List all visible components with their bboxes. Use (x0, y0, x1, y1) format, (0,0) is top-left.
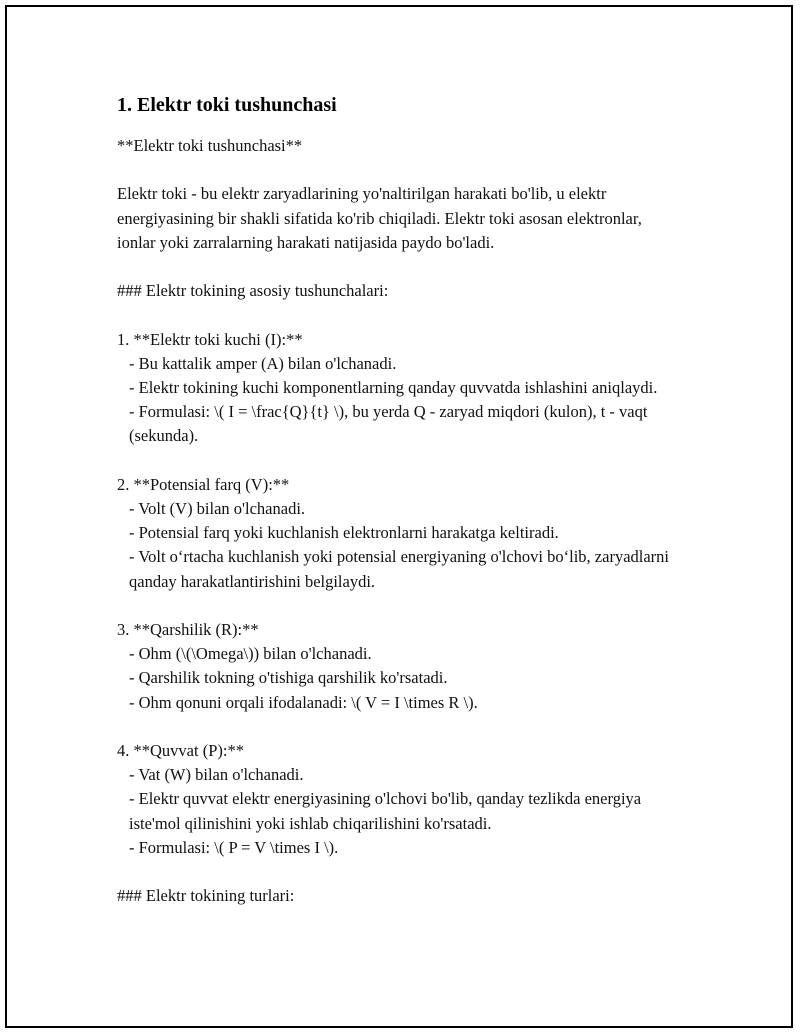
list-subitem: - Elektr quvvat elektr energiyasining o'lchovi bo'lib, qanday tezlikda energiya iste'mol qilinishini yoki ishlab chiqarilishini ko'rsatadi. (129, 789, 646, 833)
spacer (117, 255, 677, 279)
spacer (117, 860, 677, 884)
list-subitem: - Vat (W) bilan o'lchanadi. (129, 765, 304, 785)
spacer (117, 303, 677, 327)
section-heading-concepts: ### Elektr tokining asosiy tushunchalari: (117, 281, 389, 301)
spacer (117, 594, 677, 618)
list-subitem: - Volt o‘rtacha kuchlanish yoki potensial energiyaning o'lchovi bo‘lib, zaryadlarni qanday harakatlantirishini belgilaydi. (129, 547, 674, 591)
document-body (117, 92, 677, 908)
spacer (117, 449, 677, 473)
list-subitem: - Bu kattalik amper (A) bilan o'lchanadi. (129, 353, 397, 373)
list-subitem: - Formulasi: \( I = \frac{Q}{t} \), bu yerda Q - zaryad miqdori (kulon), t - vaqt (sekunda). (129, 402, 652, 446)
list-item-voltage: 2. **Potensial farq (V):** (117, 474, 290, 494)
list-subitem: - Elektr tokining kuchi komponentlarning qanday quvvatda ishlashini aniqlaydi. (129, 377, 658, 397)
list-subitem: - Volt (V) bilan o'lchanadi. (129, 498, 306, 518)
list-subitem: - Potensial farq yoki kuchlanish elektronlarni harakatga keltiradi. (129, 523, 559, 543)
section-heading-types: ### Elektr tokining turlari: (117, 886, 295, 906)
intro-paragraph: Elektr toki - bu elektr zaryadlarining yo'naltirilgan harakati bo'lib, u elektr energiyasining bir shakli sifatida ko'rib chiqiladi. Elektr toki asosan elektronlar, ionlar yoki zarralarning harakati natijasida paydo bo'ladi. (117, 184, 646, 252)
spacer (117, 158, 677, 182)
list-subitem: - Qarshilik tokning o'tishiga qarshilik ko'rsatadi. (129, 668, 448, 688)
list-item-power: 4. **Quvvat (P):** (117, 740, 244, 760)
list-subitem: - Ohm (\(\Omega\)) bilan o'lchanadi. (129, 644, 372, 664)
spacer (117, 715, 677, 739)
list-subitem: - Ohm qonuni orqali ifodalanadi: \( V = I \times R \). (129, 692, 478, 712)
list-item-resistance: 3. **Qarshilik (R):** (117, 619, 259, 639)
bold-subtitle-line: **Elektr toki tushunchasi** (117, 136, 303, 155)
list-subitem: - Formulasi: \( P = V \times I \). (129, 837, 339, 857)
list-item-current: 1. **Elektr toki kuchi (I):** (117, 329, 303, 349)
page-title: 1. Elektr toki tushunchasi (117, 94, 337, 116)
